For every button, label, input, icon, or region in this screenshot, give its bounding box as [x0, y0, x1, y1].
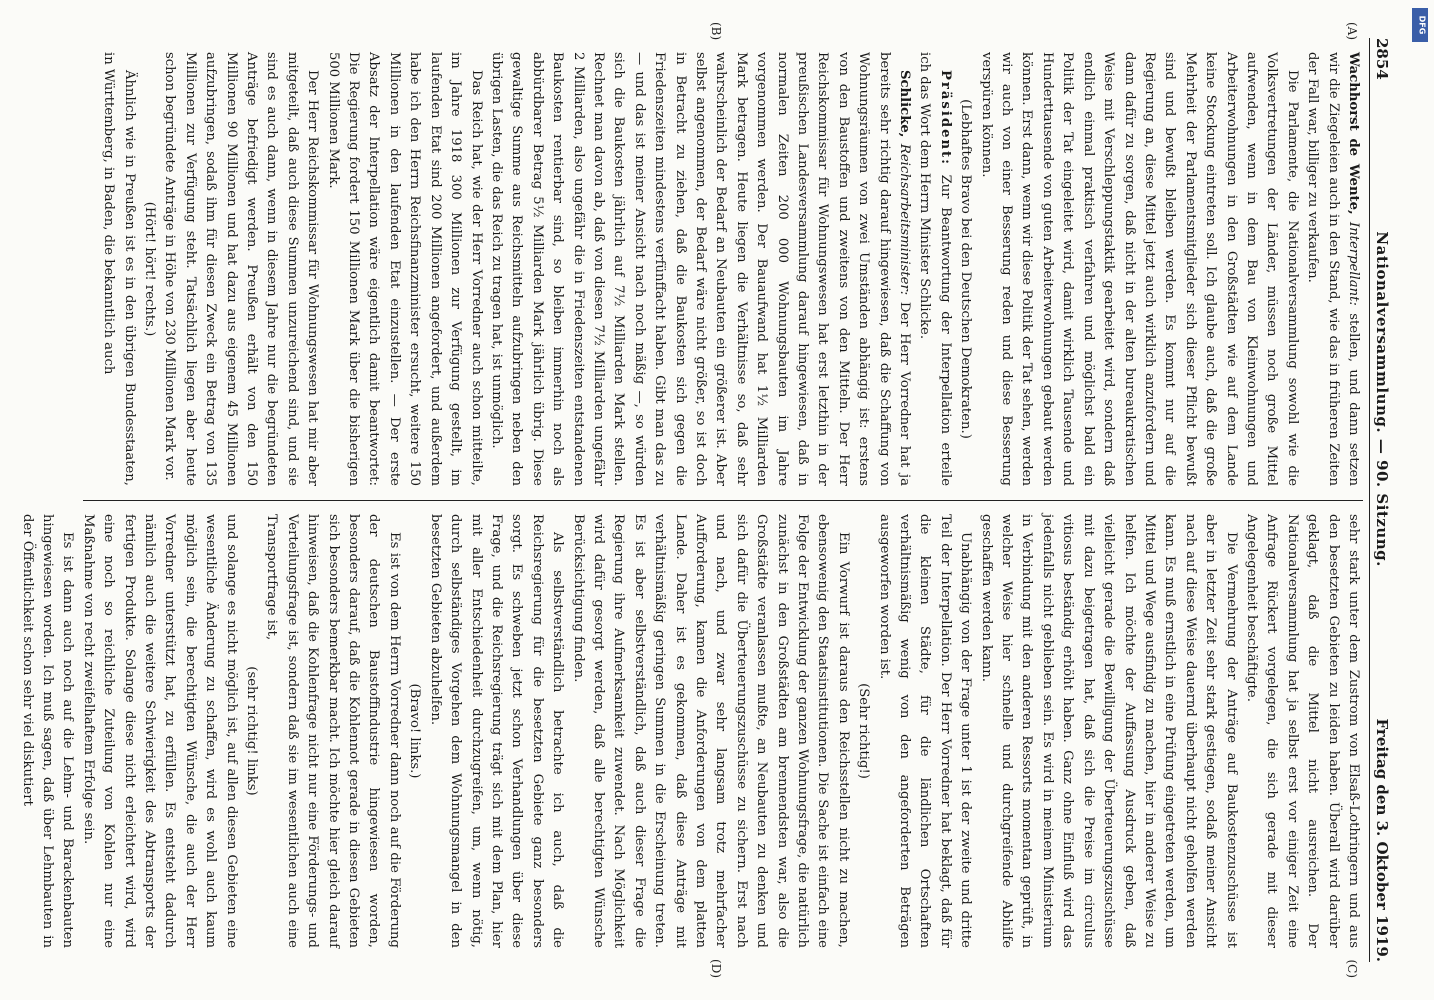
- paragraph: Das Reich hat, wie der Herr Vorredner auch schon mitteilte, im Jahre 1918 300 Millionen zur Verfügung gestellt, im laufenden Etat sind 200 Millionen angefordert, und außerdem habe ich den Herrn Reichsfinanzminister ersucht, weitere 150 Millionen in den laufenden Etat einzustellen. — Der erste Absatz der Interpellation wäre eigentlich damit beantwortet: Die Regierung fordert 150 Millionen Mark über die bisherigen 500 Millionen Mark.: [325, 52, 484, 486]
- heckle-note: (sehr richtig! links): [244, 666, 260, 796]
- margin-marker-c: (C): [1345, 959, 1359, 978]
- margin-marker-a: (A): [1345, 22, 1359, 41]
- margin-marker-d: (D): [709, 959, 723, 978]
- paragraph-text: Der Herr Vorredner hat ja bereits sehr richtig darauf hingewiesen, daß die Schaffung von Wohnungsräumen von zwei Umständen abhängig ist: erstens von den Baustoffen und zweitens von den Mitteln. Der Herr Reichskommissar für Wohnungswesen hat erst letzthin in der preußischen Landesversammlung darauf hingewiesen, daß in normalen Zeiten 200 000 Wohnungsbauten im Jahre vorgenommen werden. Der Bauaufwand hat 1½ Milliarden Mark betragen. Heute liegen die Verhältnisse so, daß sehr wahrscheinlich der Bedarf an Neubauten ein größerer ist. Aber selbst angenommen, der Bedarf wäre nicht größer, so ist doch in Betracht zu ziehen, daß die Baukosten sich gegen die Friedenszeiten mindestens verfünffacht haben. Gibt man das zu — und das ist meiner Ansicht nach noch mäßig —, so würden sich die Baukosten jährlich auf 7½ Milliarden Mark stellen. Rechnet man davon ab, daß von diesen 7½ Milliarden ungefähr 2 Milliarden, also ungefähr die in Friedenszeiten entstandenen Baukosten rentierbar sind, so bleiben immerhin noch als abbürdbarer Betrag 5½ Milliarden Mark jährlich übrig. Diese gewaltige Summe aus Reichsmitteln aufzubringen neben den übrigen Lasten, die das Reich zu tragen hat, ist unmöglich.: [488, 52, 913, 486]
- paragraph: Der Herr Reichskommissar für Wohnungswesen hat mir aber mitgeteilt, daß auch diese Summen unzureichend sind, und sie sind es auch dann, wenn in diesem Jahre nur die begründeten Anträge befriedigt werden. Preußen erhält von den 150 Millionen 90 Millionen und hat dazu aus eigenem 45 Millionen aufzubringen, sodaß ihm für diesen Zweck ein Betrag von 135 Millionen zur Verfügung steht. Tatsächlich liegen aber heute schon begründete Anträge in Höhe von 230 Millionen Mark vor.: [162, 52, 321, 486]
- paragraph: und solange es nicht möglich ist, auf allen diesen Gebieten eine wesentliche Änderung zu schaffen, wird es wohl auch kaum möglich sein, die berechtigten Wünsche, die auch der Herr Vorredner unterstützt hat, zu erfüllen. Es entsteht dadurch nämlich auch die weitere Schwierigkeit des Abtransports der fertigen Produkte. Solange diese nicht erleichtert wird, wird eine noch so reichliche Zuteilung von Kohlen nur eine Maßnahme von recht zweifelhaftem Erfolge sein.: [80, 514, 239, 948]
- paragraph: Es ist dann auch noch auf die Lehm- und Barackenbauten hingewiesen worden. Ich muß sagen, daß über Lehmbauten in der Öffentlichkeit schon sehr viel diskutiert: [19, 514, 76, 948]
- paragraph: Die Vermehrung der Anträge auf Baukostenzuschüsse ist aber in letzter Zeit sehr stark gestiegen, sodaß meiner Ansicht nach auf diese Weise dauernd überhaupt nicht geholfen werden kann. Es muß ernstlich in eine Prüfung eingetreten werden, um Mittel und Wege ausfindig zu machen, hier in anderer Weise zu helfen. Ich möchte der Auffassung Ausdruck geben, daß vielleicht gerade die Bewilligung der Überteuerungszuschüsse mit dazu beigetragen hat, daß sich die Preise im circulus vitiosus beständig erhöht haben. Ganz ohne Einfluß wird das jedenfalls nicht geblieben sein. Es wird in meinem Ministerium in Verbindung mit den anderen Ressorts momentan geprüft, in welcher Weise hier schnelle und durchgreifende Abhilfe geschaffen werden kann.: [978, 514, 1239, 948]
- paragraph: Ein Vorwurf ist daraus den Reichsstellen nicht zu machen, ebensowenig den Staatsinstitutionen. Die Sache ist einfach eine Folge der Entwicklung der ganzen Wohnungsfrage, die natürlich zunächst in den Großstädten am brennendsten war, also die Großstädte veranlassen mußte, an Neubauten zu denken und sich dafür die Überteuerungszuschüsse zu sichern. Erst nach und nach, und zwar sehr langsam trotz mehrfacher Aufforderung, kamen die Anforderungen von dem platten Lande. Daher ist es gekommen, daß diese Anträge mit verhältnismäßig geringen Summen in die Erscheinung treten. Es ist aber selbstverständlich, daß auch dieser Frage die Regierung ihre Aufmerksamkeit zuwendet. Nach Möglichkeit wird dafür gesorgt werden, daß alle berechtigten Wünsche Berücksichtigung finden.: [570, 514, 851, 948]
- paragraph: Unabhängig von der Frage unter 1 ist der zweite und dritte Teil der Interpellation. Der Herr Vorredner hat beklagt, daß für die kleinen Städte, für die ländlichen Ortschaften verhältnismäßig wenig von den angeforderten Beträgen ausgeworfen worden ist.: [876, 514, 974, 948]
- speaker-role: Interpellant:: [1346, 221, 1361, 306]
- paragraph: sehr stark unter dem Zustrom von Elsaß-Lothringern und aus den besetzten Gebieten zu leiden haben. Überall wird darüber geklagt, daß die Mittel nicht ausreichen. Der Nationalversammlung hat ja selbst erst vor einiger Zeit eine Anfrage Rückert vorgelegen, die sich gerade mit dieser Angelegenheit beschäftigte.: [1243, 514, 1361, 948]
- speaker-name: Präsident:: [937, 70, 953, 167]
- paragraph: [1302, 52, 1363, 486]
- page-header: [1369, 38, 1391, 962]
- heckle-note: (Hört! hört! rechts.): [142, 201, 158, 337]
- paragraph-text: Zur Beantwortung der Interpellation erteile ich das Wort dem Herrn Minister Schlicke.: [917, 52, 953, 486]
- left-column: [83, 38, 1363, 500]
- paragraph: Als selbstverständlich betrachte ich auch, daß die Reichsregierung für die besetzten Gebiete ganz besonders sorgt. Es schweben jetzt schon Verhandlungen über diese Frage, und die Reichsregierung trägt sich mit dem Plan, hier mit aller Entschiedenheit durchzugreifen, um, wenn nötig, durch selbständiges Vorgehen dem Wohnungsmangel in den besetzten Gebieten abzuhelfen.: [427, 514, 566, 948]
- paragraph: [486, 52, 915, 486]
- heckle-note: (Sehr richtig!): [856, 683, 872, 779]
- dfg-logo: DFG: [1412, 8, 1428, 42]
- digitization-credit: [1410, 0, 1430, 528]
- applause-note: (Lebhaftes Bravo bei den Deutschen Demokraten.): [958, 99, 974, 439]
- rotated-printed-page: [19, 20, 1397, 980]
- digitization-stamp: [1410, 8, 1430, 988]
- speaker-role: Reichsarbeitsminister:: [897, 143, 913, 296]
- page-number: 2854: [1373, 38, 1391, 80]
- applause-note: (Bravo! links.): [407, 683, 423, 779]
- text-columns: [19, 22, 1363, 978]
- speaker-name: Wachhorst de Wente,: [1346, 52, 1361, 215]
- paragraph: Ähnlich wie in Preußen ist es in den übrigen Bundesstaaten, in Württemberg, in Baden, die bekanntlich auch: [101, 52, 137, 486]
- margin-marker-b: (B): [709, 22, 723, 41]
- paragraph: Es ist von dem Herrn Vorredner dann noch auf die Förderung der deutschen Baustoffindustrie hingewiesen worden, besonders darauf, daß die Kohlennot gerade in diesen Gebieten sich besonders bemerkbar macht. Ich möchte hier gleich darauf hinweisen, daß die Kohlenfrage nicht nur eine Förderungs- und Verteilungsfrage ist, sondern daß sie im wesentlichen auch eine Transportfrage ist,: [264, 514, 402, 948]
- paragraph-text: stellen, und dann setzen wir die Ziegeleien auch in den Stand, wie das in früheren Zeiten der Fall war, billiger zu verkaufen.: [1305, 52, 1361, 486]
- right-column: [19, 500, 1363, 962]
- column-divider: [83, 500, 1363, 501]
- paragraph: [914, 52, 955, 486]
- speaker-name: Schlicke,: [897, 70, 913, 138]
- paragraph: Die Parlamente, die Nationalversammlung sowohl wie die Volksvertretungen der Länder, müssen noch große Mittel aufwenden, wenn in dem Bau von Kleinwohnungen und Arbeiterwohnungen in den Großstädten wie auf dem Lande keine Stockung eintreten soll. Ich glaube auch, daß die große Mehrheit der Parlamentsmitglieder sich dieser Pflicht bewußt sind und bewußt bleiben werden. Es kommt nur auf die Regierung an, diese Mittel jetzt auch wirklich anzufordern und dann dafür zu sorgen, daß nicht in der alten bureaukratischen Weise mit Verschleppungstaktik gearbeitet wird, sondern daß endlich einmal praktisch verfahren und möglichst bald ein Politik der Tat eingeleitet wird, damit wirklich Tausende und Hunderttausende von guten Arbeiterwohnungen gebaut werden können. Erst dann, wenn wir diese Politik der Tat sehen, werden wir auch von einer Besserung reden und diese Besserung verspüren können.: [978, 52, 1300, 486]
- session-date: Freitag den 3. Oktober 1919.: [1373, 718, 1391, 962]
- page-title: Nationalversammlung. — 90. Sitzung.: [1373, 231, 1391, 567]
